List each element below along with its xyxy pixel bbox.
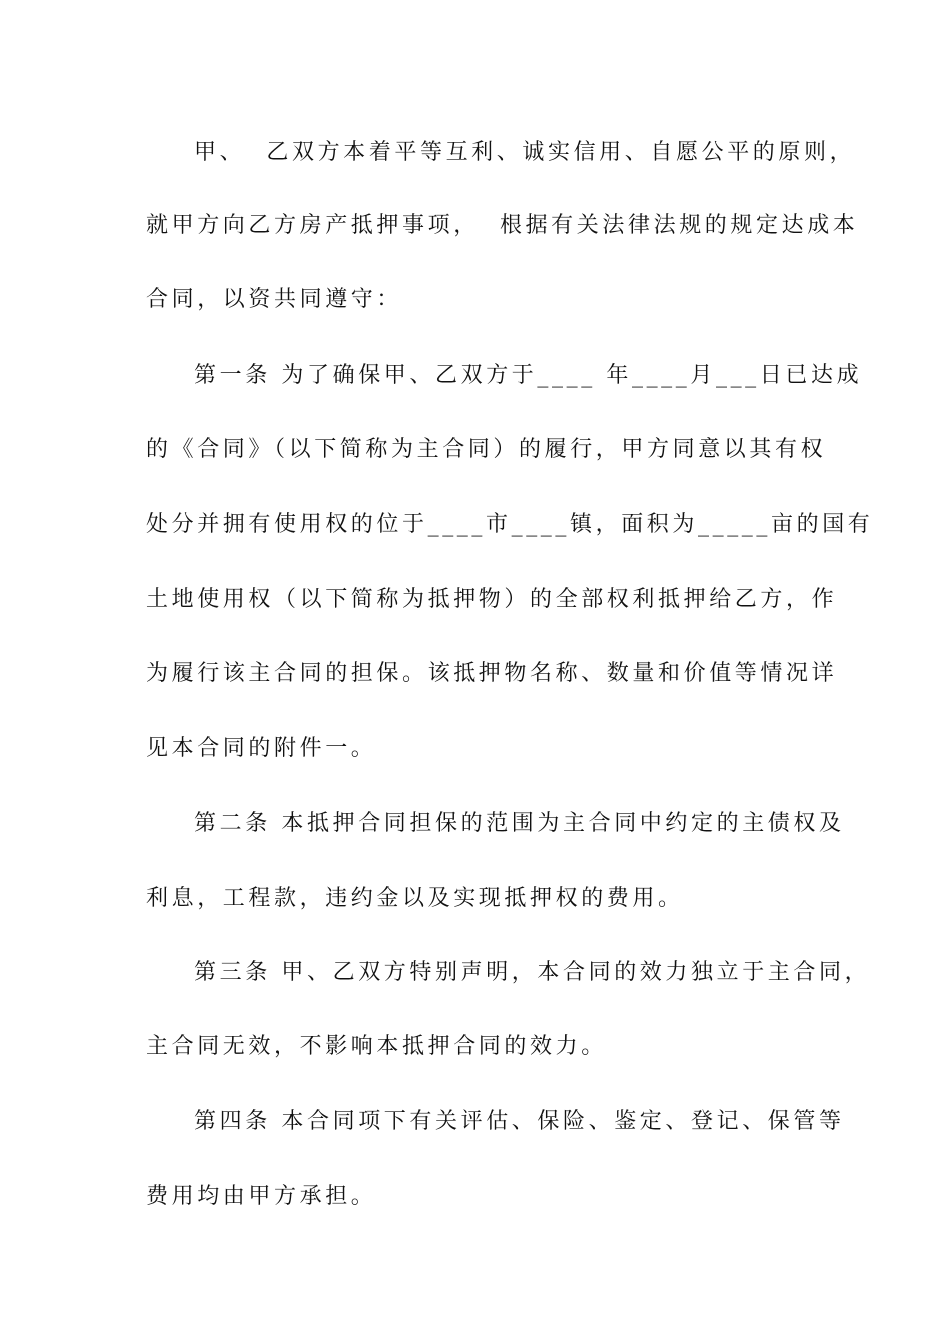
article-2-line: 利息，工程款，违约金以及实现抵押权的费用。 [146,886,684,911]
article-1-line: 见本合同的附件一。 [146,736,377,761]
article-4-line: 第四条 本合同项下有关评估、保险、鉴定、登记、保管等 [194,1109,845,1134]
article-1-line: 第一条 为了确保甲、乙双方于____ 年____月___日已达成 [194,363,863,388]
paragraph-line: 就甲方向乙方房产抵押事项， 根据有关法律法规的规定达成本 [146,213,859,238]
article-2-line: 第二条 本抵押合同担保的范围为主合同中约定的主债权及 [194,811,845,836]
article-1-line: 土地使用权（以下简称为抵押物）的全部权利抵押给乙方，作 [146,587,838,612]
article-3-line: 主合同无效，不影响本抵押合同的效力。 [146,1034,607,1059]
article-3-line: 第三条 甲、乙双方特别声明，本合同的效力独立于主合同， [194,960,871,985]
article-4-line: 费用均由甲方承担。 [146,1184,377,1209]
article-1-line: 处分并拥有使用权的位于____市____镇，面积为_____亩的国有 [146,512,874,537]
paragraph-line: 合同，以资共同遵守： [146,287,403,312]
article-1-line: 为履行该主合同的担保。该抵押物名称、数量和价值等情况详 [146,661,838,686]
article-1-line: 的《合同》（以下简称为主合同）的履行，甲方同意以其有权 [146,437,827,462]
paragraph-line: 甲、 乙双方本着平等互利、诚实信用、自愿公平的原则， [194,140,856,165]
